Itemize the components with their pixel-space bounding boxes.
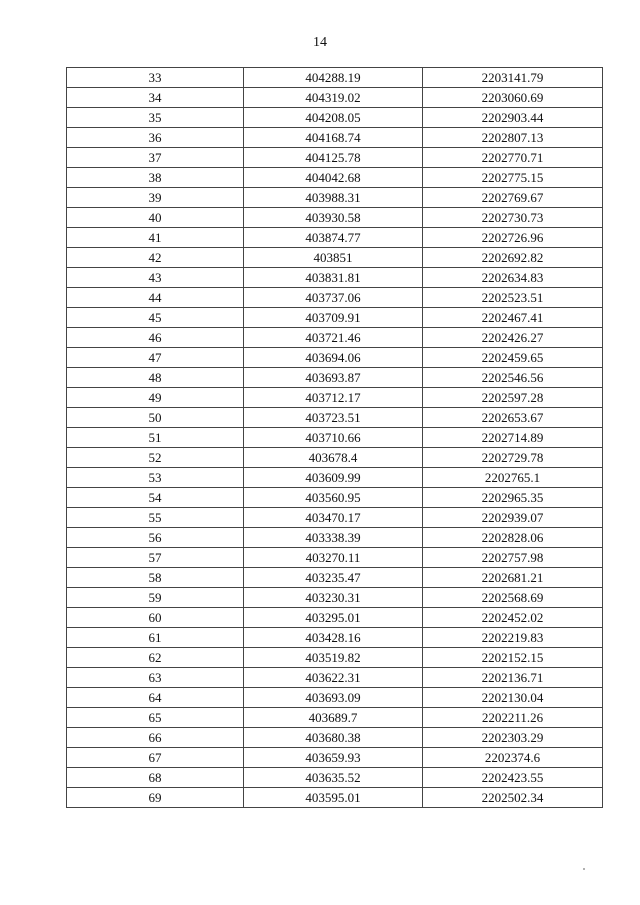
point-number-cell: 69 <box>67 788 244 808</box>
table-row <box>67 168 603 188</box>
table-row <box>67 328 603 348</box>
x-coordinate-cell: 403678.4 <box>244 448 423 468</box>
x-coordinate-cell: 403622.31 <box>244 668 423 688</box>
x-coordinate-cell: 403635.52 <box>244 768 423 788</box>
y-coordinate-cell: 2203141.79 <box>423 68 603 88</box>
page-number: 14 <box>313 35 327 50</box>
y-coordinate-cell: 2202769.67 <box>423 188 603 208</box>
y-coordinate-cell: 2202423.55 <box>423 768 603 788</box>
y-coordinate-cell: 2202653.67 <box>423 408 603 428</box>
y-coordinate-cell: 2202681.21 <box>423 568 603 588</box>
table-row <box>67 228 603 248</box>
y-coordinate-cell: 2202467.41 <box>423 308 603 328</box>
x-coordinate-cell: 403874.77 <box>244 228 423 248</box>
point-number-cell: 49 <box>67 388 244 408</box>
table-row <box>67 88 603 108</box>
x-coordinate-cell: 403737.06 <box>244 288 423 308</box>
y-coordinate-cell: 2202903.44 <box>423 108 603 128</box>
table-row <box>67 708 603 728</box>
x-coordinate-cell: 404125.78 <box>244 148 423 168</box>
y-coordinate-cell: 2202523.51 <box>423 288 603 308</box>
table-row <box>67 68 603 88</box>
y-coordinate-cell: 2202502.34 <box>423 788 603 808</box>
y-coordinate-cell: 2202597.28 <box>423 388 603 408</box>
y-coordinate-cell: 2202828.06 <box>423 528 603 548</box>
table-row <box>67 688 603 708</box>
point-number-cell: 41 <box>67 228 244 248</box>
point-number-cell: 42 <box>67 248 244 268</box>
point-number-cell: 50 <box>67 408 244 428</box>
y-coordinate-cell: 2202765.1 <box>423 468 603 488</box>
y-coordinate-cell: 2202568.69 <box>423 588 603 608</box>
table-row <box>67 468 603 488</box>
x-coordinate-cell: 403709.91 <box>244 308 423 328</box>
y-coordinate-cell: 2202303.29 <box>423 728 603 748</box>
y-coordinate-cell: 2202459.65 <box>423 348 603 368</box>
point-number-cell: 58 <box>67 568 244 588</box>
point-number-cell: 59 <box>67 588 244 608</box>
x-coordinate-cell: 403270.11 <box>244 548 423 568</box>
point-number-cell: 61 <box>67 628 244 648</box>
table-row <box>67 748 603 768</box>
point-number-cell: 48 <box>67 368 244 388</box>
table-row <box>67 648 603 668</box>
x-coordinate-cell: 404042.68 <box>244 168 423 188</box>
x-coordinate-cell: 403831.81 <box>244 268 423 288</box>
x-coordinate-cell: 403693.87 <box>244 368 423 388</box>
y-coordinate-cell: 2202211.26 <box>423 708 603 728</box>
table-row <box>67 208 603 228</box>
point-number-cell: 39 <box>67 188 244 208</box>
x-coordinate-cell: 404168.74 <box>244 128 423 148</box>
table-row <box>67 368 603 388</box>
point-number-cell: 66 <box>67 728 244 748</box>
point-number-cell: 37 <box>67 148 244 168</box>
point-number-cell: 53 <box>67 468 244 488</box>
point-number-cell: 63 <box>67 668 244 688</box>
table-row <box>67 408 603 428</box>
point-number-cell: 35 <box>67 108 244 128</box>
y-coordinate-cell: 2202770.71 <box>423 148 603 168</box>
table-row <box>67 288 603 308</box>
x-coordinate-cell: 404319.02 <box>244 88 423 108</box>
y-coordinate-cell: 2202729.78 <box>423 448 603 468</box>
x-coordinate-cell: 403680.38 <box>244 728 423 748</box>
coordinates-table <box>66 67 603 808</box>
table-row <box>67 308 603 328</box>
table-row <box>67 788 603 808</box>
point-number-cell: 43 <box>67 268 244 288</box>
point-number-cell: 52 <box>67 448 244 468</box>
y-coordinate-cell: 2202634.83 <box>423 268 603 288</box>
point-number-cell: 64 <box>67 688 244 708</box>
x-coordinate-cell: 403710.66 <box>244 428 423 448</box>
point-number-cell: 57 <box>67 548 244 568</box>
table-row <box>67 248 603 268</box>
table-row <box>67 608 603 628</box>
x-coordinate-cell: 403470.17 <box>244 508 423 528</box>
y-coordinate-cell: 2202452.02 <box>423 608 603 628</box>
y-coordinate-cell: 2202757.98 <box>423 548 603 568</box>
y-coordinate-cell: 2202130.04 <box>423 688 603 708</box>
table-row <box>67 428 603 448</box>
table-row <box>67 768 603 788</box>
table-row <box>67 548 603 568</box>
y-coordinate-cell: 2202726.96 <box>423 228 603 248</box>
x-coordinate-cell: 403689.7 <box>244 708 423 728</box>
x-coordinate-cell: 403560.95 <box>244 488 423 508</box>
y-coordinate-cell: 2202136.71 <box>423 668 603 688</box>
x-coordinate-cell: 404288.19 <box>244 68 423 88</box>
x-coordinate-cell: 403295.01 <box>244 608 423 628</box>
table-row <box>67 628 603 648</box>
point-number-cell: 62 <box>67 648 244 668</box>
table-row <box>67 508 603 528</box>
table-row <box>67 148 603 168</box>
x-coordinate-cell: 403230.31 <box>244 588 423 608</box>
point-number-cell: 68 <box>67 768 244 788</box>
y-coordinate-cell: 2203060.69 <box>423 88 603 108</box>
table-row <box>67 668 603 688</box>
point-number-cell: 55 <box>67 508 244 528</box>
y-coordinate-cell: 2202374.6 <box>423 748 603 768</box>
point-number-cell: 36 <box>67 128 244 148</box>
x-coordinate-cell: 403930.58 <box>244 208 423 228</box>
x-coordinate-cell: 403609.99 <box>244 468 423 488</box>
point-number-cell: 34 <box>67 88 244 108</box>
table-row <box>67 188 603 208</box>
table-row <box>67 488 603 508</box>
table-row <box>67 108 603 128</box>
x-coordinate-cell: 403694.06 <box>244 348 423 368</box>
table-row <box>67 588 603 608</box>
y-coordinate-cell: 2202714.89 <box>423 428 603 448</box>
point-number-cell: 56 <box>67 528 244 548</box>
x-coordinate-cell: 403712.17 <box>244 388 423 408</box>
x-coordinate-cell: 403519.82 <box>244 648 423 668</box>
y-coordinate-cell: 2202965.35 <box>423 488 603 508</box>
y-coordinate-cell: 2202426.27 <box>423 328 603 348</box>
x-coordinate-cell: 404208.05 <box>244 108 423 128</box>
table-row <box>67 128 603 148</box>
point-number-cell: 44 <box>67 288 244 308</box>
y-coordinate-cell: 2202546.56 <box>423 368 603 388</box>
point-number-cell: 67 <box>67 748 244 768</box>
x-coordinate-cell: 403595.01 <box>244 788 423 808</box>
table-row <box>67 448 603 468</box>
point-number-cell: 65 <box>67 708 244 728</box>
table-row <box>67 528 603 548</box>
point-number-cell: 47 <box>67 348 244 368</box>
x-coordinate-cell: 403988.31 <box>244 188 423 208</box>
table-row <box>67 388 603 408</box>
y-coordinate-cell: 2202219.83 <box>423 628 603 648</box>
table-body <box>67 68 603 808</box>
y-coordinate-cell: 2202692.82 <box>423 248 603 268</box>
x-coordinate-cell: 403338.39 <box>244 528 423 548</box>
point-number-cell: 38 <box>67 168 244 188</box>
point-number-cell: 33 <box>67 68 244 88</box>
x-coordinate-cell: 403235.47 <box>244 568 423 588</box>
table-row <box>67 268 603 288</box>
table-row <box>67 348 603 368</box>
x-coordinate-cell: 403721.46 <box>244 328 423 348</box>
x-coordinate-cell: 403851 <box>244 248 423 268</box>
x-coordinate-cell: 403659.93 <box>244 748 423 768</box>
point-number-cell: 54 <box>67 488 244 508</box>
y-coordinate-cell: 2202152.15 <box>423 648 603 668</box>
scan-speck <box>583 868 585 870</box>
x-coordinate-cell: 403723.51 <box>244 408 423 428</box>
table-row <box>67 728 603 748</box>
table-row <box>67 568 603 588</box>
point-number-cell: 60 <box>67 608 244 628</box>
y-coordinate-cell: 2202775.15 <box>423 168 603 188</box>
point-number-cell: 46 <box>67 328 244 348</box>
x-coordinate-cell: 403693.09 <box>244 688 423 708</box>
point-number-cell: 51 <box>67 428 244 448</box>
x-coordinate-cell: 403428.16 <box>244 628 423 648</box>
point-number-cell: 45 <box>67 308 244 328</box>
y-coordinate-cell: 2202939.07 <box>423 508 603 528</box>
point-number-cell: 40 <box>67 208 244 228</box>
y-coordinate-cell: 2202807.13 <box>423 128 603 148</box>
y-coordinate-cell: 2202730.73 <box>423 208 603 228</box>
